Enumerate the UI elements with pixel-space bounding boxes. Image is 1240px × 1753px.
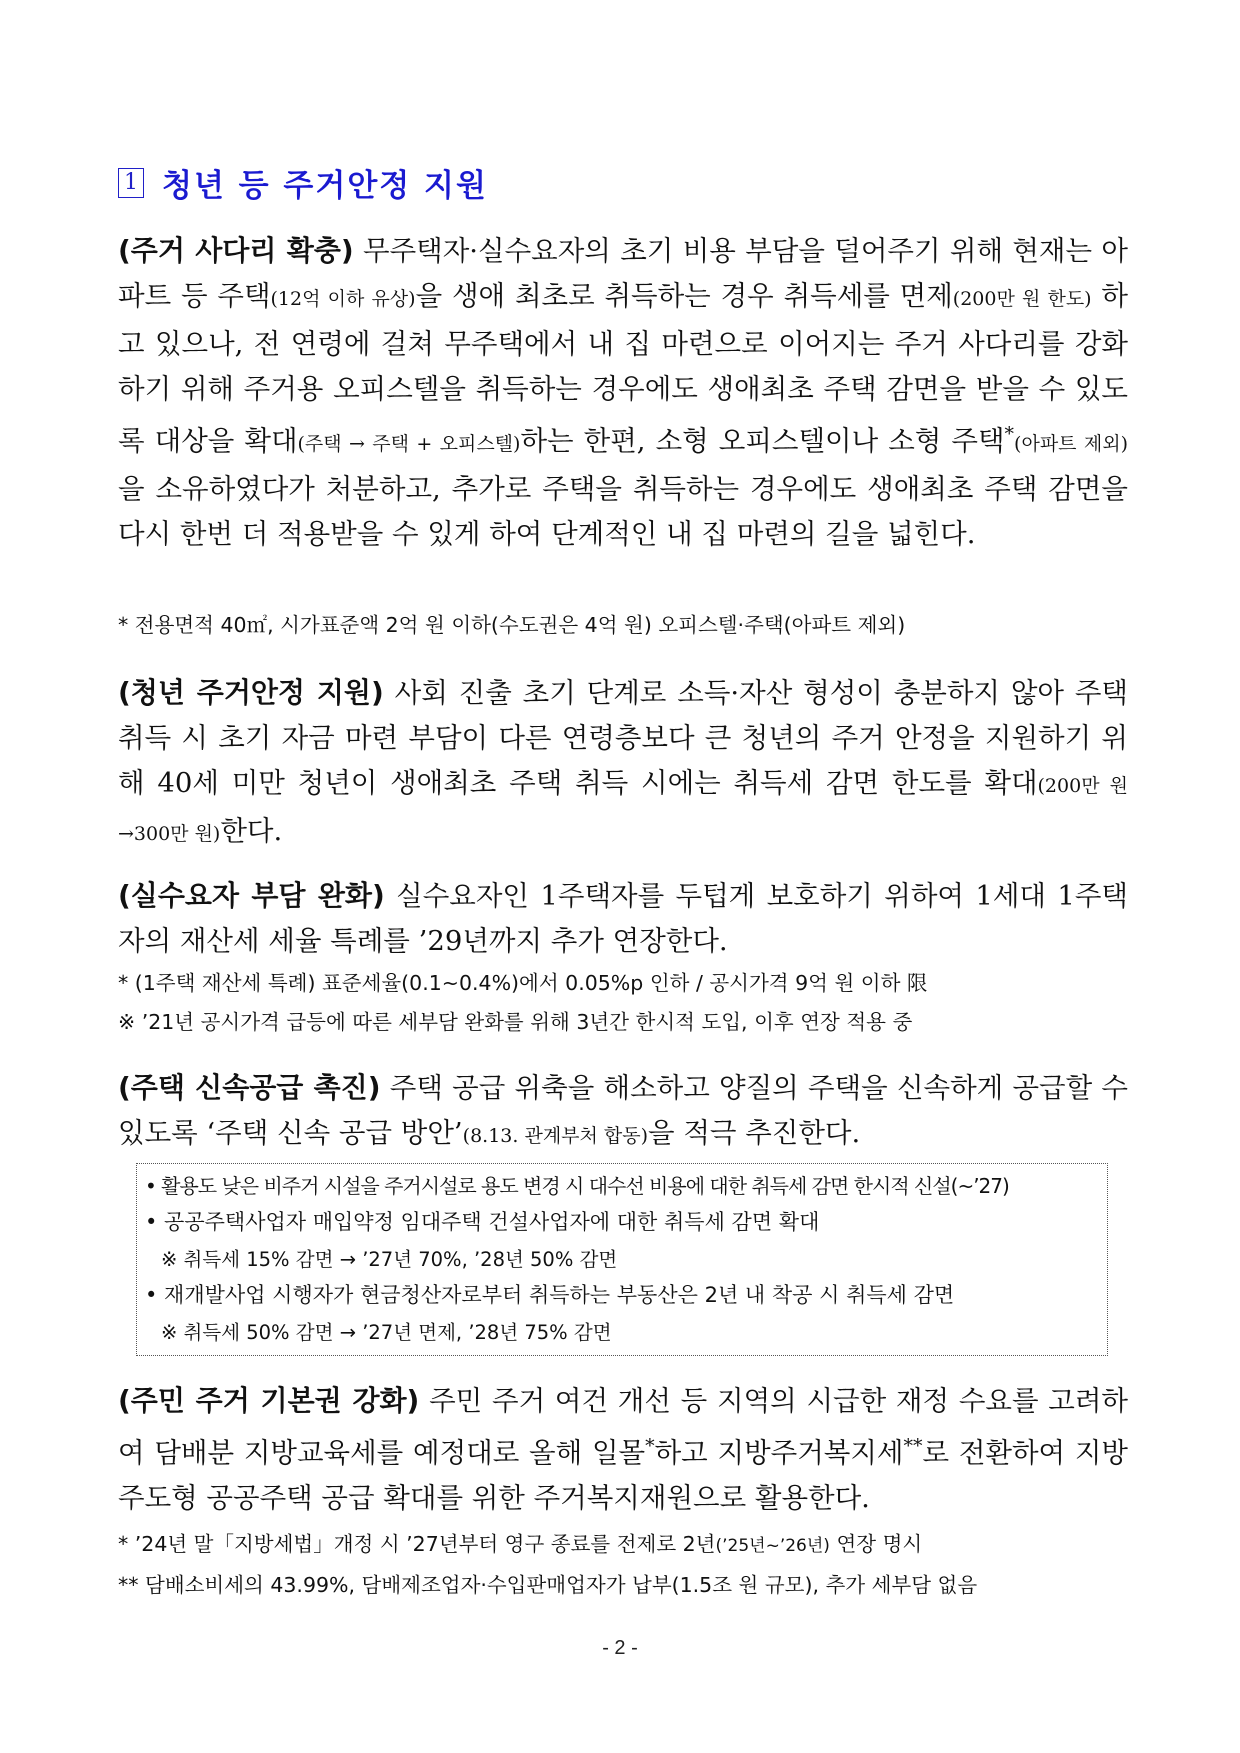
paragraph-text: 을 적극 추진한다. [648,1117,861,1149]
bullet-item: • 재개발사업 시행자가 현금청산자로부터 취득하는 부동산은 2년 내 착공 시 취득세 감면 [145,1283,955,1307]
paragraph-text: 하는 한편, 소형 오피스텔이나 소형 주택 [520,425,1005,458]
paragraph-text: 무주택자·실수요자의 초기 비용 부담을 덜어주기 위해 현재는 아파트 등 주택 [118,235,1128,312]
paragraph-youth-housing [118,670,1128,857]
paragraph-text: 을 생애 최초로 취득하는 경우 취득세를 면제 [415,280,953,312]
section-heading [118,160,488,205]
bullet-subnote: ※ 취득세 50% 감면 → ’27년 면제, ’28년 75% 감면 [161,1321,612,1344]
paragraph-lead: (주택 신속공급 촉진) [118,1071,381,1104]
page-number: - 2 - [602,1637,638,1659]
paragraph-lead: (실수요자 부담 완화) [118,879,385,912]
paragraph-lead: (청년 주거안정 지원) [118,676,384,709]
paragraph-housing-rights [118,1378,1128,1521]
paragraph-text: 사회 진출 초기 단계로 소득·자산 형성이 충분하지 않아 주택 취득 시 초기 자금 마련 부담이 다른 연령층보다 큰 청년의 주거 안정을 지원하기 위해 40세 미만 청년이 생애최초 주택 취득 시에는 취득세 감면 한도를 확대 [118,677,1128,799]
paragraph-aside: (200만 원 한도) [952,288,1092,310]
footnote-1: * 전용면적 40㎡, 시가표준액 2억 원 이하(수도권은 4억 원) 오피스텔·주택(아파트 제외) [118,613,906,637]
paragraph-aside: (200만 원→300만 원) [118,775,1128,845]
footnote-marker: * [1004,423,1015,445]
reference-note: ※ ’21년 공시가격 급등에 따른 세부담 완화를 위해 3년간 한시적 도입, 이후 연장 적용 중 [118,1010,913,1034]
footnote-tobacco-tax: ** 담배소비세의 43.99%, 담배제조업자·수입판매업자가 납부(1.5조 원 규모), 추가 세부담 없음 [118,1573,978,1597]
footnote-aside: (’25년~’26년) [715,1536,830,1556]
paragraph-text: 한다. [220,815,283,847]
bullet-item: • 활용도 낮은 비주거 시설을 주거시설로 용도 변경 시 대수선 비용에 대한 취득세 감면 한시적 신설(~’27) [145,1174,1009,1198]
supply-measures-box [136,1163,1108,1356]
paragraph-text: 하고 있으나, 전 연령에 걸쳐 무주택에서 내 집 마련으로 이어지는 주거 사다리를 강화하기 위해 주거용 오피스텔을 취득하는 경우에도 생애최초 주택 감면을 받을 수 있도록 대상을 확대 [118,280,1129,458]
section-number-box: 1 [118,168,144,198]
paragraph-aside: (12억 이하 유상) [270,288,416,310]
paragraph-aside: (아파트 제외) [1014,433,1129,456]
footnote-text: * ’24년 말「지방세법」개정 시 ’27년부터 영구 종료를 전제로 2년 [118,1532,716,1556]
paragraph-lead: (주민 주거 기본권 강화) [118,1384,420,1417]
paragraph-burden-relief [118,873,1128,964]
section-title: 청년 등 주거안정 지원 [162,168,488,204]
paragraph-text: 하고 지방주거복지세 [654,1437,904,1470]
paragraph-text: 주택 공급 위축을 해소하고 양질의 주택을 신속하게 공급할 수 있도록 ‘주택 신속 공급 방안’ [118,1072,1128,1149]
footnote-property-tax: * (1주택 재산세 특례) 표준세율(0.1~0.4%)에서 0.05%p 인하 / 공시가격 9억 원 이하 限 [118,971,928,995]
paragraph-housing-ladder [118,228,1128,557]
paragraph-housing-supply [118,1065,1128,1159]
bullet-subnote: ※ 취득세 15% 감면 → ’27년 70%, ’28년 50% 감면 [161,1248,618,1271]
footnote-local-tax-law [118,1529,1128,1562]
paragraph-text: 주민 주거 여건 개선 등 지역의 시급한 재정 수요를 고려하여 담배분 지방교육세를 예정대로 올해 일몰 [118,1385,1128,1470]
paragraph-aside: (8.13. 관계부처 합동) [462,1125,649,1147]
footnote-marker: ** [903,1435,923,1457]
paragraph-text: 로 전환하여 지방 주도형 공공주택 공급 확대를 위한 주거복지재원으로 활용한다. [118,1437,1128,1515]
paragraph-aside: (주택 → 주택 + 오피스텔) [297,433,521,456]
paragraph-text: 을 소유하였다가 처분하고, 추가로 주택을 취득하는 경우에도 생애최초 주택 감면을 다시 한번 더 적용받을 수 있게 하여 단계적인 내 집 마련의 길을 넓힌다. [118,473,1128,551]
paragraph-lead: (주거 사다리 확충) [118,234,354,267]
paragraph-text: 실수요자인 1주택자를 두텁게 보호하기 위하여 1세대 1주택자의 재산세 세율 특례를 ’29년까지 추가 연장한다. [118,880,1128,957]
footnote-marker: * [645,1435,655,1457]
bullet-item: • 공공주택사업자 매입약정 임대주택 건설사업자에 대한 취득세 감면 확대 [145,1210,820,1234]
footnote-text: 연장 명시 [829,1532,923,1556]
